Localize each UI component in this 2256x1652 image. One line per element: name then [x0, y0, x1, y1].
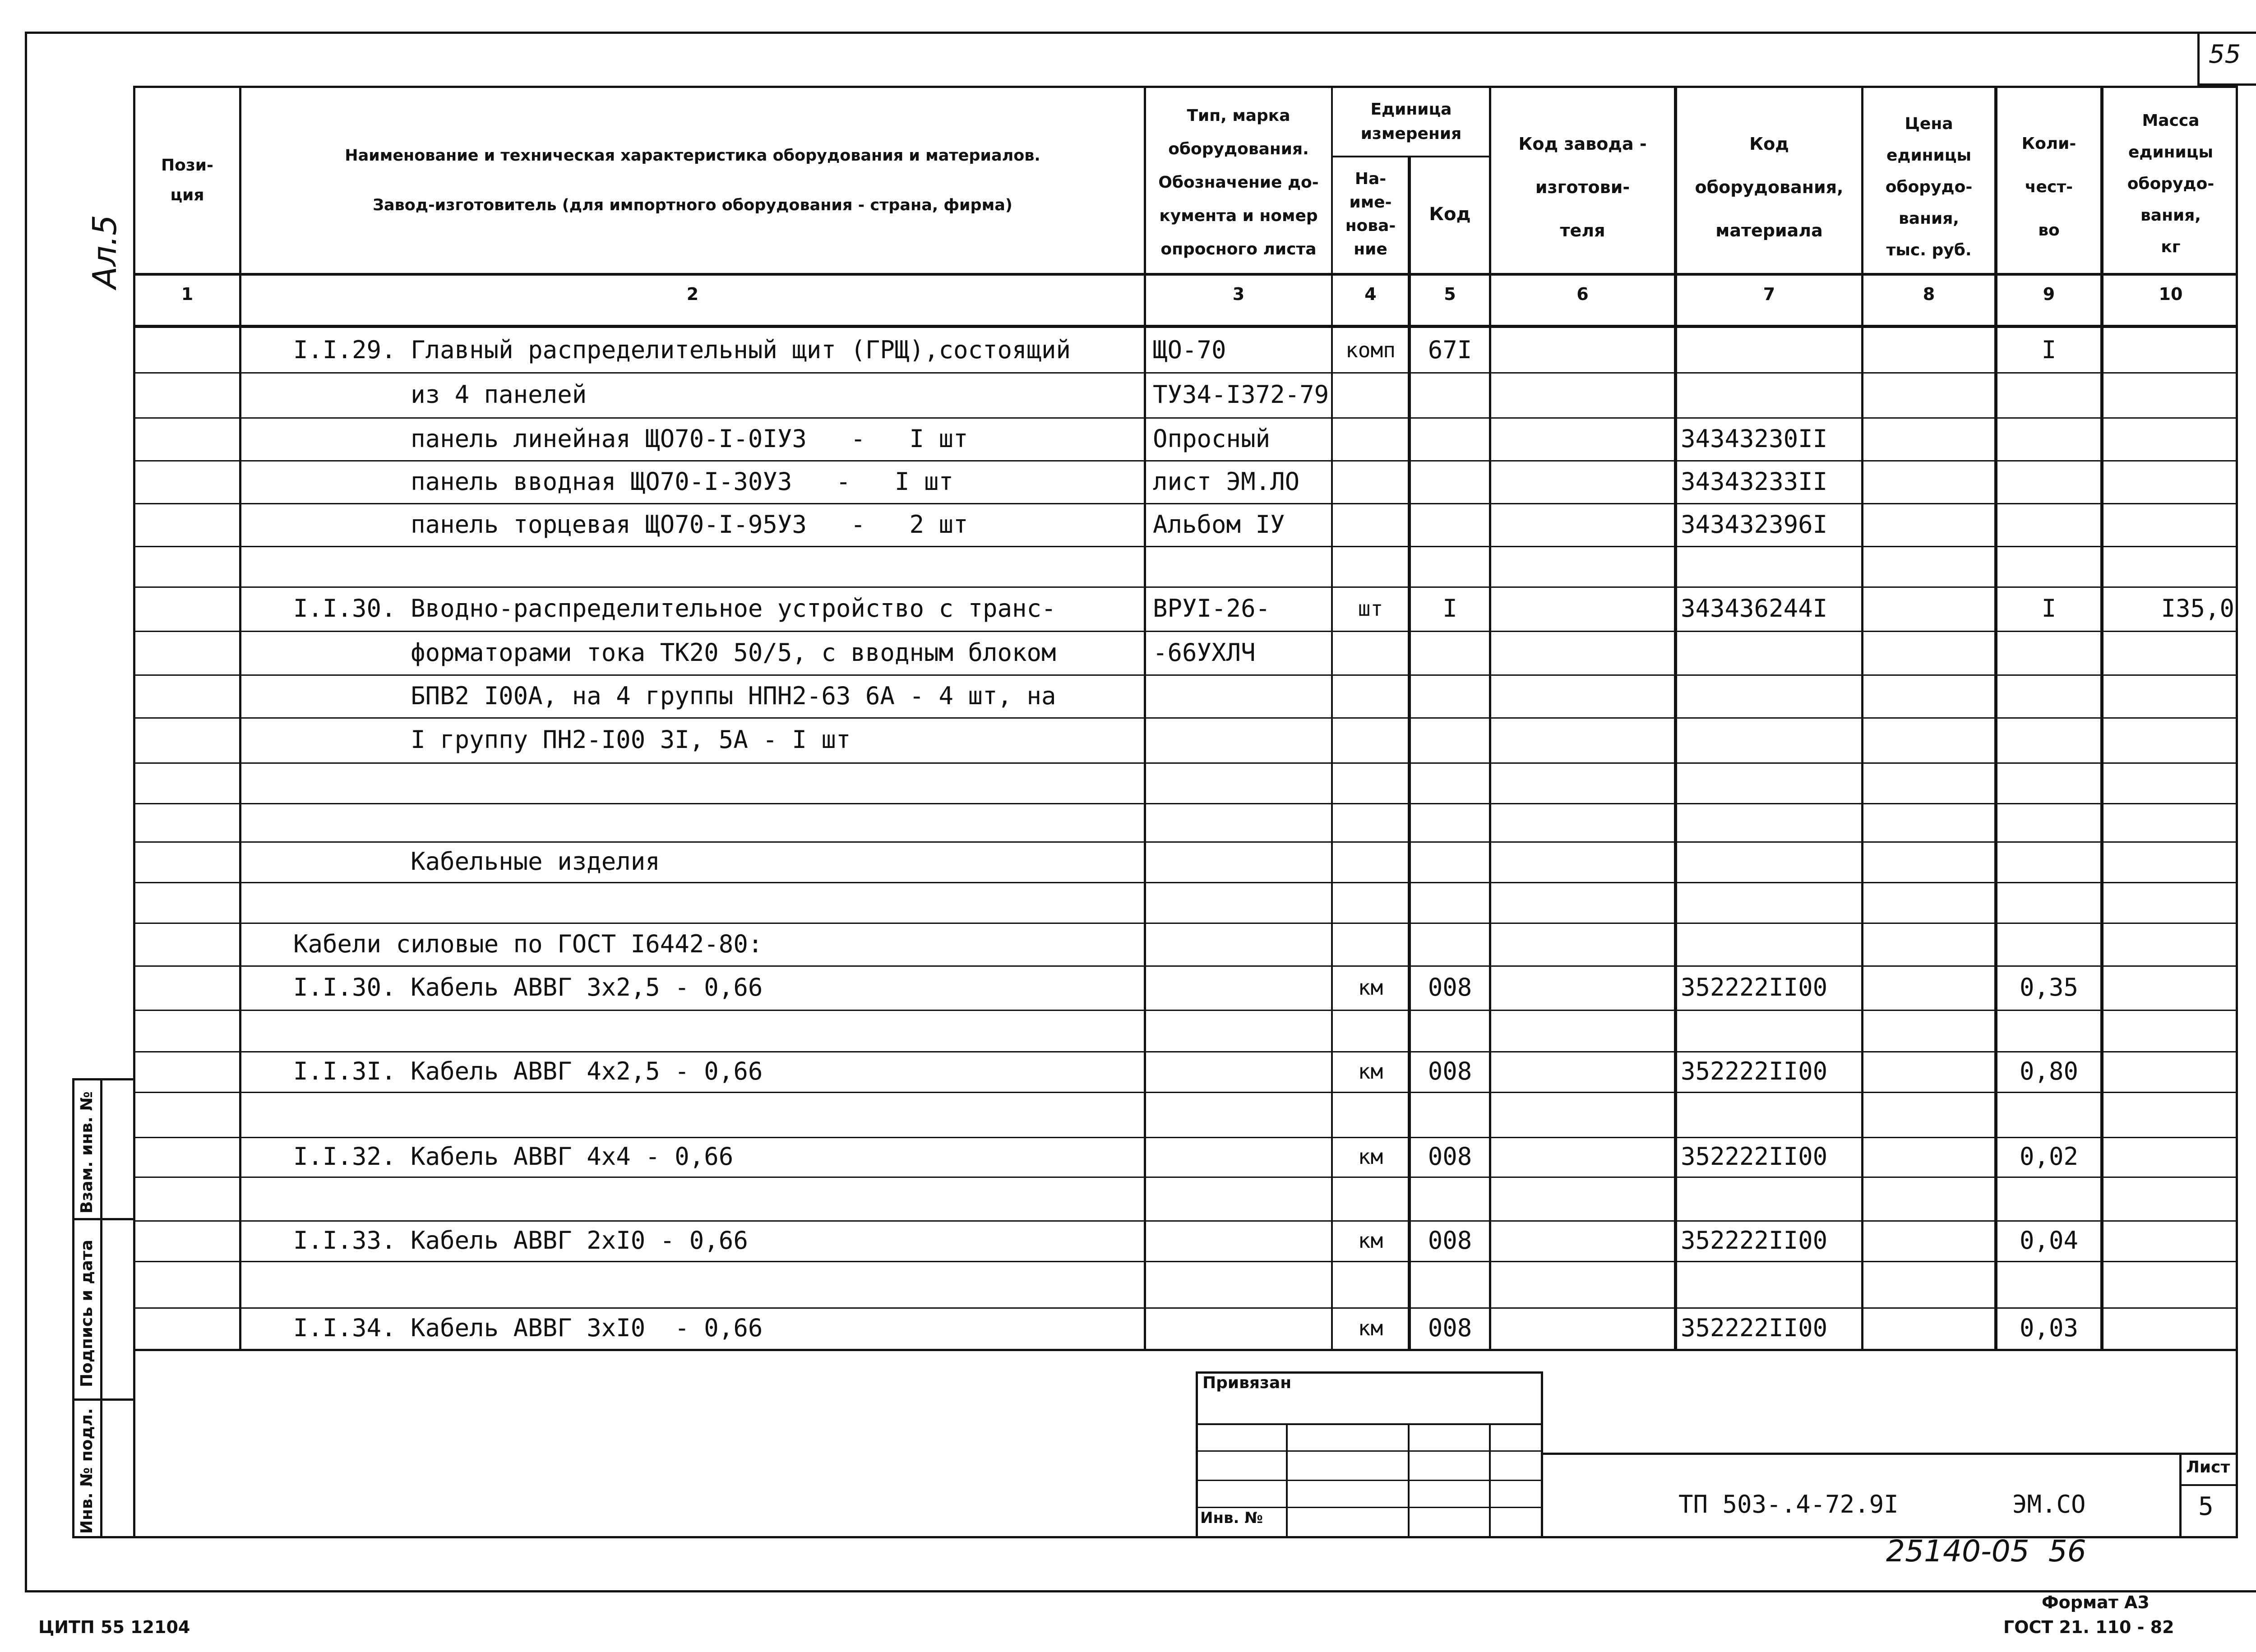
- row-line: [133, 762, 2238, 764]
- table-cell-c7: 343432396I: [1681, 510, 1828, 539]
- row-line: [133, 965, 2238, 967]
- column-number: 3: [1232, 284, 1245, 304]
- stamp-vline: [1489, 1423, 1491, 1538]
- row-line: [133, 1010, 2238, 1011]
- table-cell-c2: из 4 панелей: [293, 380, 587, 409]
- colnum-bottom-line: [133, 325, 2238, 328]
- row-line: [133, 882, 2238, 883]
- table-cell-c7: 343436244I: [1681, 594, 1828, 623]
- column-number: 10: [2159, 284, 2183, 304]
- header-position: Пози- ция: [161, 156, 213, 204]
- row-line: [133, 460, 2238, 461]
- side-strip-line: [72, 1398, 135, 1401]
- header-mass: Масса единицы оборудо- вания, кг: [2127, 111, 2214, 256]
- table-cell-c10: I35,0: [2161, 594, 2234, 623]
- stamp-vline: [1408, 1423, 1410, 1538]
- table-cell-c5: 008: [1428, 1314, 1472, 1342]
- header-name: Наименование и техническая характеристика оборудования и материалов. Завод-изготовитель (для импортного оборудования - страна, фирма): [345, 147, 1040, 214]
- row-line: [133, 1177, 2238, 1178]
- table-cell-c3: ЩО-70: [1153, 336, 1226, 364]
- row-line: [133, 717, 2238, 719]
- header-factory-code: Код завода - изготови- теля: [1518, 134, 1647, 240]
- table-cell-c9: 0,03: [2019, 1314, 2079, 1342]
- table-cell-c4: км: [1358, 1144, 1383, 1169]
- table-cell-c2: I.I.34. Кабель АВВГ 3хI0 - 0,66: [293, 1314, 763, 1342]
- row-line: [133, 546, 2238, 547]
- table-cell-c2: панель торцевая ЩО70-I-95УЗ - 2 шт: [293, 510, 968, 539]
- side-label-replaces: Взам. инв. №: [78, 1091, 96, 1214]
- row-line: [133, 372, 2238, 374]
- table-cell-c7: 352222II00: [1681, 1314, 1828, 1342]
- column-number: 5: [1444, 284, 1456, 304]
- column-number: 2: [686, 284, 699, 304]
- column-number: 4: [1364, 284, 1377, 304]
- row-line: [133, 1051, 2238, 1052]
- table-cell-c4: км: [1358, 1316, 1383, 1340]
- table-cell-c5: 008: [1428, 1226, 1472, 1255]
- sheet-box-left: [2179, 1453, 2182, 1538]
- table-cell-c7: 34343230II: [1681, 424, 1828, 453]
- row-line: [133, 417, 2238, 419]
- table-cell-c2: I.I.29. Главный распределительный щит (ГРЩ),состоящий: [293, 336, 1071, 364]
- stamp-line: [1196, 1450, 1543, 1452]
- table-cell-c3: лист ЭМ.ЛО: [1153, 467, 1300, 496]
- header-price: Цена единицы оборудо- вания, тыс. руб.: [1885, 115, 1973, 259]
- column-number: 9: [2043, 284, 2055, 304]
- table-cell-c4: км: [1358, 1059, 1383, 1084]
- table-cell-c2: форматорами тока ТК20 50/5, с вводным блоком: [293, 638, 1056, 667]
- column-number: 8: [1923, 284, 1935, 304]
- table-cell-c2: I.I.30. Вводно-распределительное устройство с транс-: [293, 594, 1056, 623]
- sheet-number: 5: [2198, 1492, 2214, 1521]
- side-label-inventory: Инв. № подл.: [78, 1408, 96, 1534]
- row-line: [133, 586, 2238, 588]
- table-cell-c4: комп: [1345, 338, 1396, 362]
- row-line: [133, 1307, 2238, 1309]
- table-cell-c5: 008: [1428, 973, 1472, 1001]
- side-strip-divider: [100, 1078, 102, 1538]
- row-line: [133, 674, 2238, 676]
- title-block-top: [1543, 1453, 2238, 1455]
- table-cell-c2: панель вводная ЩО70-I-30УЗ - I шт: [293, 467, 953, 496]
- section-code: ЭМ.СО: [2012, 1490, 2086, 1518]
- stamp-line: [1196, 1507, 1543, 1508]
- table-cell-c2: I.I.30. Кабель АВВГ 3х2,5 - 0,66: [293, 973, 763, 1001]
- table-cell-c5: I: [1442, 594, 1457, 623]
- row-line: [133, 1137, 2238, 1138]
- handwritten-mark: Ал.5: [86, 215, 124, 289]
- side-label-signature: Подпись и дата: [78, 1240, 96, 1387]
- footer-format: Формат А3: [2042, 1592, 2150, 1612]
- table-cell-c9: I: [2041, 594, 2057, 623]
- inv-no-label: Инв. №: [1200, 1509, 1263, 1527]
- table-cell-c9: 0,35: [2019, 973, 2079, 1001]
- footer-gost: ГОСТ 21. 110 - 82: [2003, 1617, 2174, 1637]
- row-line: [133, 803, 2238, 804]
- handwritten-number: 25140-05 56: [1886, 1534, 2086, 1569]
- table-cell-c7: 352222II00: [1681, 1057, 1828, 1085]
- sheet-box-line: [2179, 1484, 2238, 1486]
- table-cell-c7: 34343233II: [1681, 467, 1828, 496]
- row-line: [133, 1220, 2238, 1222]
- header-type: Тип, марка оборудования. Обозначение до- кумента и номер опросного листа: [1158, 106, 1319, 258]
- header-unit-name: На- име- нова- ние: [1345, 170, 1396, 258]
- stamp-vline: [1286, 1423, 1288, 1538]
- table-cell-c5: 008: [1428, 1142, 1472, 1171]
- col-line: [1408, 156, 1411, 1349]
- privyazan-label: Привязан: [1202, 1374, 1292, 1392]
- table-cell-c4: шт: [1358, 596, 1383, 621]
- header-unit: Единица измерения: [1360, 100, 1462, 143]
- side-strip-line: [72, 1218, 135, 1220]
- table-cell-c4: км: [1358, 975, 1383, 1000]
- table-cell-c3: Альбом IУ: [1153, 510, 1285, 539]
- table-cell-c2: панель линейная ЩО70-I-0IУЗ - I шт: [293, 424, 968, 453]
- table-cell-c7: 352222II00: [1681, 1142, 1828, 1171]
- table-cell-c5: 008: [1428, 1057, 1472, 1085]
- table-cell-c4: км: [1358, 1228, 1383, 1253]
- table-cell-c2: БПВ2 I00А, на 4 группы НПН2-63 6А - 4 шт, на: [293, 681, 1056, 710]
- row-line: [133, 1092, 2238, 1093]
- table-cell-c2: Кабельные изделия: [293, 847, 660, 876]
- body-bottom-line: [133, 1349, 2238, 1351]
- table-cell-c2: I.I.33. Кабель АВВГ 2хI0 - 0,66: [293, 1226, 748, 1255]
- row-line: [133, 631, 2238, 632]
- page-number: 55: [2209, 40, 2241, 69]
- table-cell-c9: 0,02: [2019, 1142, 2079, 1171]
- column-number: 7: [1763, 284, 1775, 304]
- table-cell-c3: -66УХЛЧ: [1153, 638, 1256, 667]
- table-cell-c3: Опросный: [1153, 424, 1271, 453]
- table-cell-c2: Кабели силовые по ГОСТ I6442-80:: [293, 929, 763, 958]
- header-bottom-line: [133, 273, 2238, 276]
- table-cell-c7: 352222II00: [1681, 1226, 1828, 1255]
- header-equipment-code: Код оборудования, материала: [1695, 134, 1844, 240]
- row-line: [133, 1261, 2238, 1262]
- row-line: [133, 503, 2238, 504]
- table-cell-c2: I группу ПН2-I00 3I, 5А - I шт: [293, 725, 851, 754]
- header-quantity: Коли- чест- во: [2021, 134, 2076, 240]
- column-number: 6: [1576, 284, 1589, 304]
- table-cell-c9: 0,04: [2019, 1226, 2079, 1255]
- row-line: [133, 841, 2238, 843]
- table-cell-c3: ТУ34-I372-79: [1153, 380, 1329, 409]
- header-unit-code: Код: [1429, 204, 1471, 225]
- stamp-line: [1196, 1423, 1543, 1425]
- table-cell-c2: I.I.3I. Кабель АВВГ 4х2,5 - 0,66: [293, 1057, 763, 1085]
- table-cell-c3: ВРУI-26-: [1153, 594, 1271, 623]
- row-line: [133, 923, 2238, 924]
- sheet-label: Лист: [2186, 1458, 2230, 1477]
- table-cell-c9: 0,80: [2019, 1057, 2079, 1085]
- column-number: 1: [181, 284, 194, 304]
- footer-left: ЦИТП 55 12104: [38, 1617, 190, 1637]
- document-code: ТП 503-.4-72.9I: [1678, 1490, 1899, 1518]
- table-cell-c5: 67I: [1428, 336, 1472, 364]
- table-cell-c9: I: [2041, 336, 2057, 364]
- unit-split-line: [1331, 156, 1491, 157]
- table-cell-c7: 352222II00: [1681, 973, 1828, 1001]
- stamp-line: [1196, 1480, 1543, 1481]
- table-cell-c2: I.I.32. Кабель АВВГ 4х4 - 0,66: [293, 1142, 734, 1171]
